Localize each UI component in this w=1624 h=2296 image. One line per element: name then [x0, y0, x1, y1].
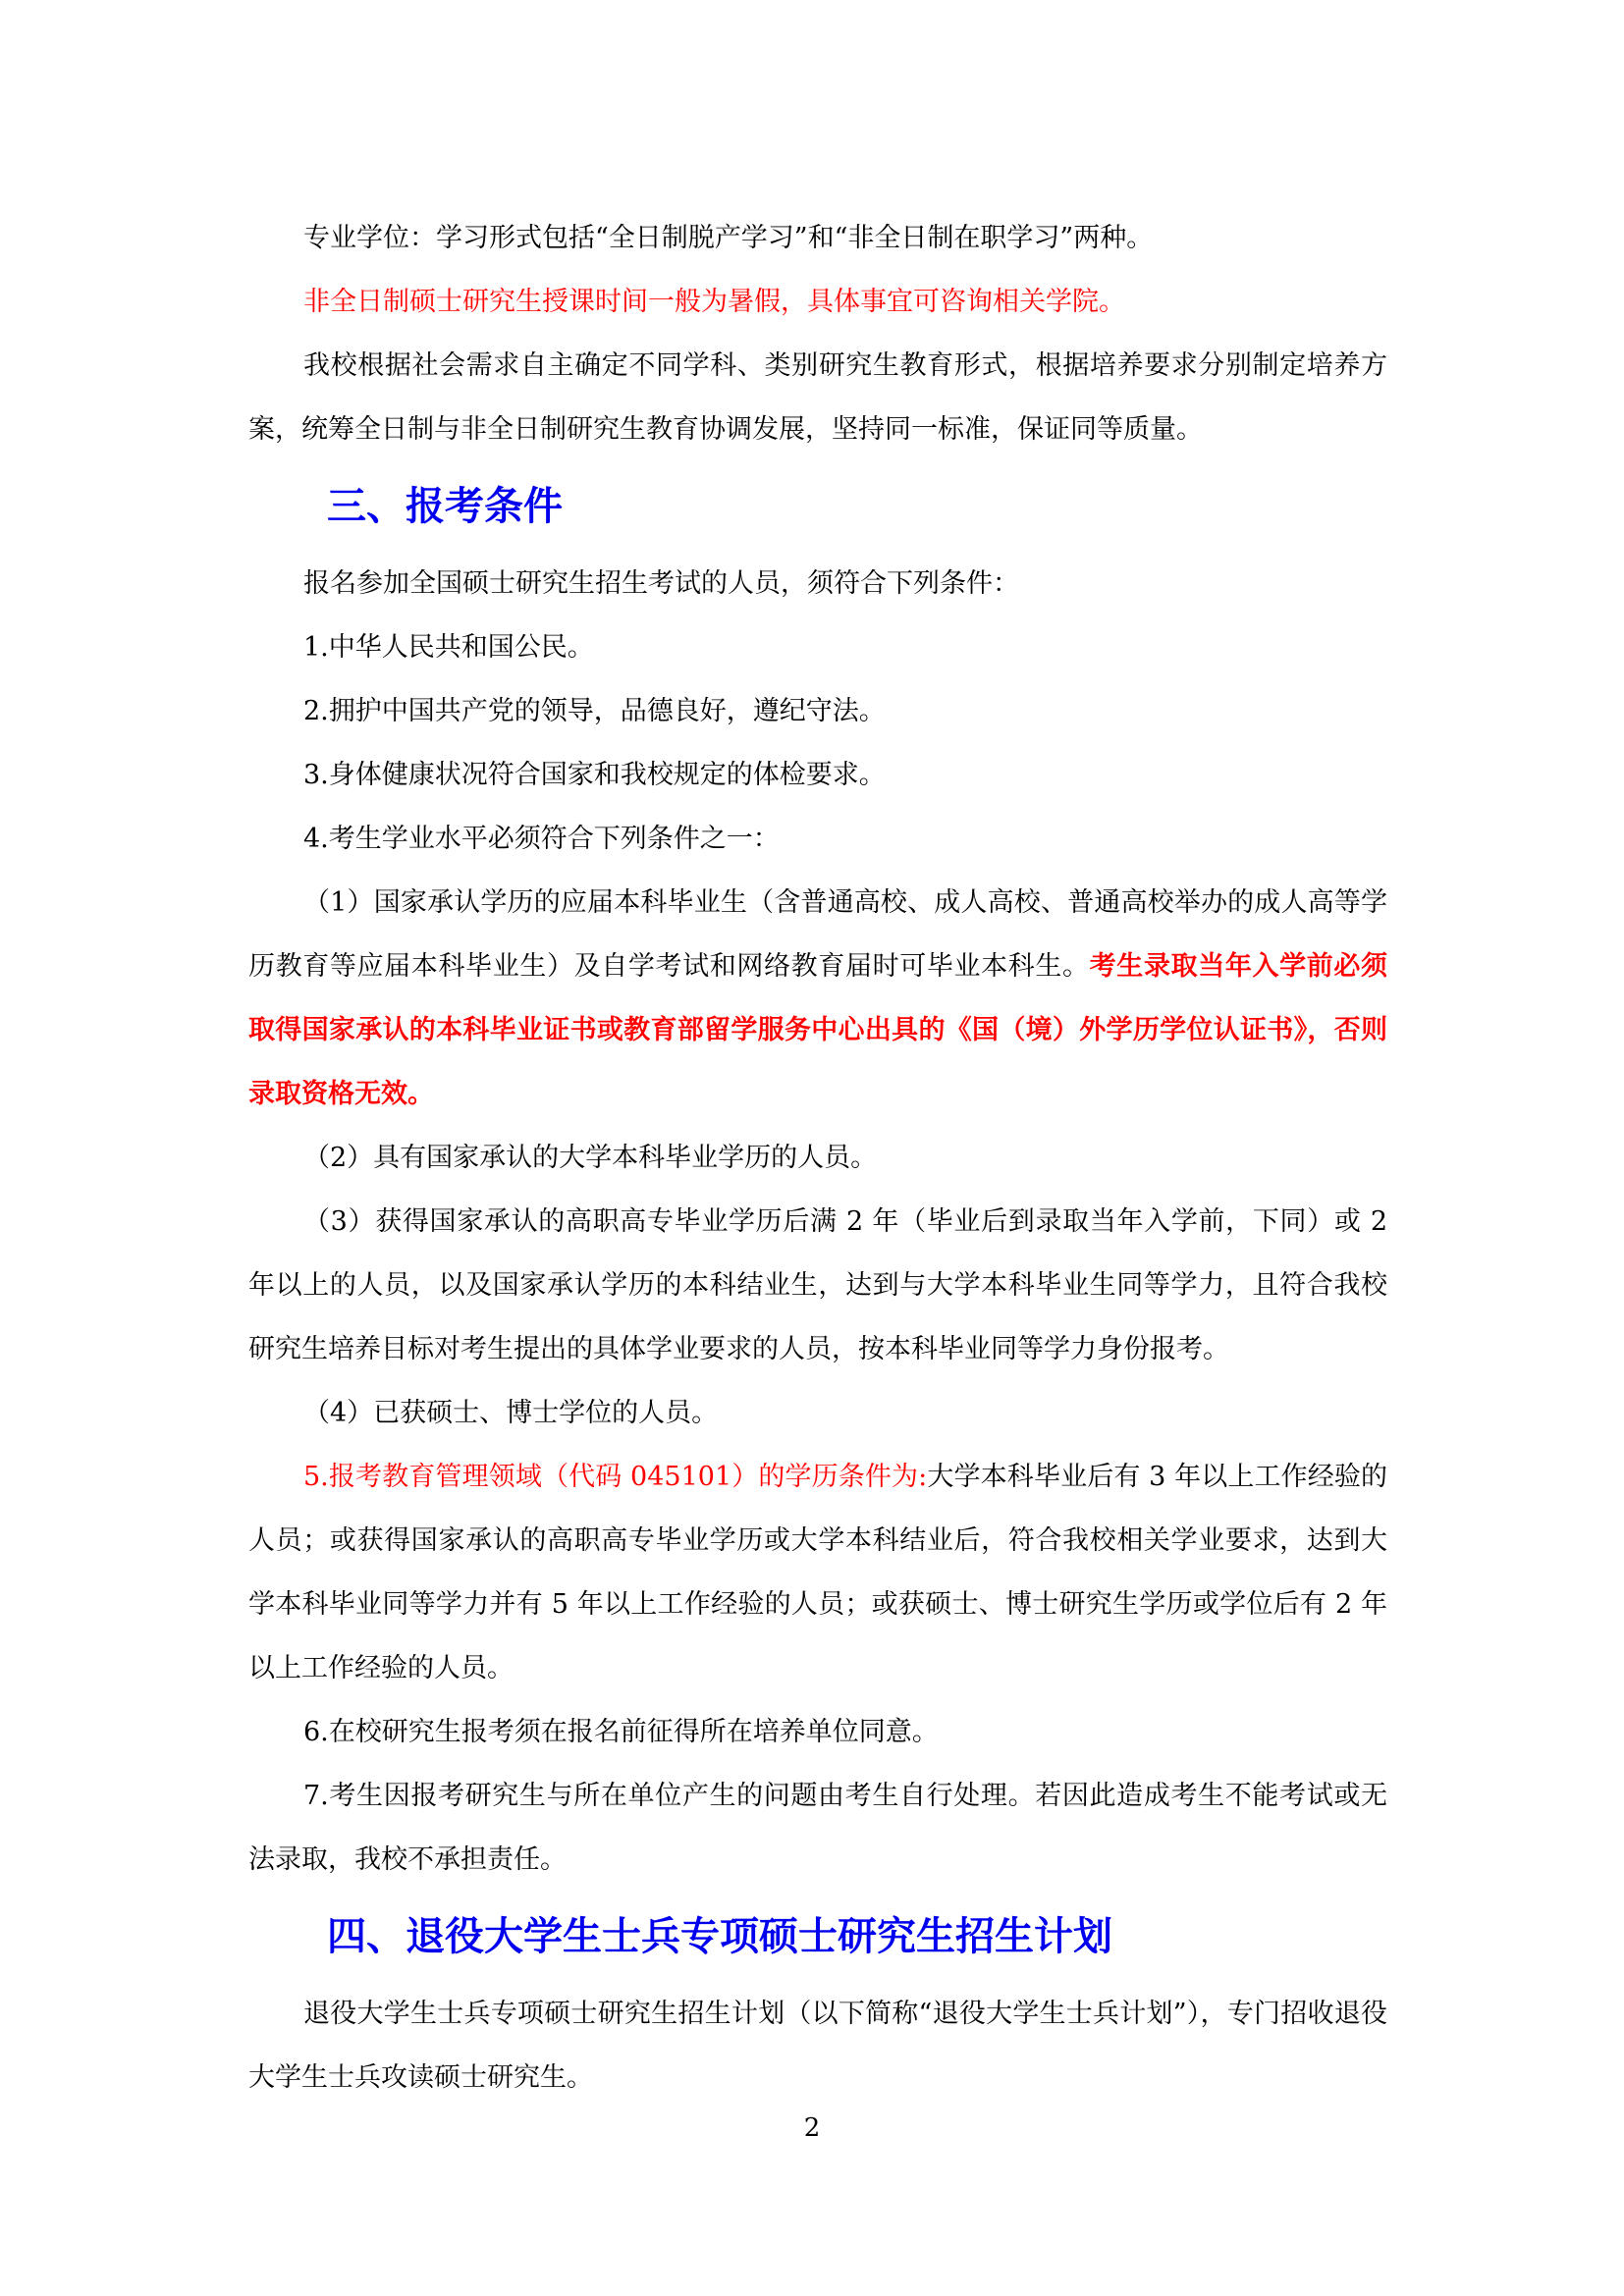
condition-sub-item-2: （2）具有国家承认的大学本科毕业学历的人员。	[303, 1143, 878, 1173]
condition-item-1: 1.中华人民共和国公民。	[303, 632, 594, 663]
condition-item-4: 4.考生学业水平必须符合下列条件之一：	[303, 824, 780, 854]
paragraph-study-forms: 专业学位：学习形式包括“全日制脱产学习”和“非全日制在职学习”两种。	[303, 223, 1154, 253]
condition-sub-item-1	[248, 871, 1387, 1126]
paragraph-conditions-lead: 报名参加全国硕士研究生招生考试的人员，须符合下列条件：	[303, 568, 1019, 599]
paragraph-education-forms: 我校根据社会需求自主确定不同学科、类别研究生教育形式，根据培养要求分别制定培养方案，统筹全日制与非全日制研究生教育协调发展，坚持同一标准，保证同等质量。	[248, 350, 1387, 445]
item-5-requirements: 大学本科毕业后有 3 年以上工作经验的人员；或获得国家承认的高职高专毕业学历或大学本科结业后，符合我校相关学业要求，达到大学本科毕业同等学力并有 5 年以上工作经验的人员；或获硕士、博士研究生学历或学位后有 2 年以上工作经验的人员。	[248, 1462, 1387, 1683]
sub-item-1-text: （1）国家承认学历的应届本科毕业生（含普通高校、成人高校、普通高校举办的成人高等学历教育等应届本科毕业生）及自学考试和网络教育届时可毕业本科生。	[248, 887, 1387, 982]
paragraph-part-time-schedule: 非全日制硕士研究生授课时间一般为暑假，具体事宜可咨询相关学院。	[303, 287, 1125, 317]
condition-sub-item-4: （4）已获硕士、博士学位的人员。	[303, 1398, 719, 1428]
paragraph-veteran-plan: 退役大学生士兵专项硕士研究生招生计划（以下简称“退役大学生士兵计划”），专门招收退役大学生士兵攻读硕士研究生。	[248, 1999, 1387, 2093]
section-heading-application-conditions: 三、报考条件	[327, 484, 563, 529]
condition-item-5	[248, 1445, 1387, 1700]
item-5-field-label: 5.报考教育管理领域（代码 045101）的学历条件为:	[303, 1462, 928, 1492]
condition-item-6: 6.在校研究生报考须在报名前征得所在培养单位同意。	[303, 1717, 939, 1747]
condition-sub-item-3: （3）获得国家承认的高职高专毕业学历后满 2 年（毕业后到录取当年入学前，下同）或 2 年以上的人员，以及国家承认学历的本科结业生，达到与大学本科毕业生同等学力，且符合我校研究生培养目标对考生提出的具体学业要求的人员，按本科毕业同等学力身份报考。	[248, 1206, 1387, 1364]
section-heading-veteran-plan: 四、退役大学生士兵专项硕士研究生招生计划	[327, 1914, 1112, 1959]
document-page	[248, 206, 1387, 2109]
condition-item-7: 7.考生因报考研究生与所在单位产生的问题由考生自行处理。若因此造成考生不能考试或无法录取，我校不承担责任。	[248, 1781, 1387, 1875]
page-number: 2	[803, 2113, 821, 2143]
sub-item-1-admission-warning: 考生录取当年入学前必须取得国家承认的本科毕业证书或教育部留学服务中心出具的《国（境）外学历学位认证书》，否则录取资格无效。	[248, 951, 1388, 1109]
condition-item-3: 3.身体健康状况符合国家和我校规定的体检要求。	[303, 760, 886, 790]
condition-item-2: 2.拥护中国共产党的领导，品德良好，遵纪守法。	[303, 696, 886, 726]
